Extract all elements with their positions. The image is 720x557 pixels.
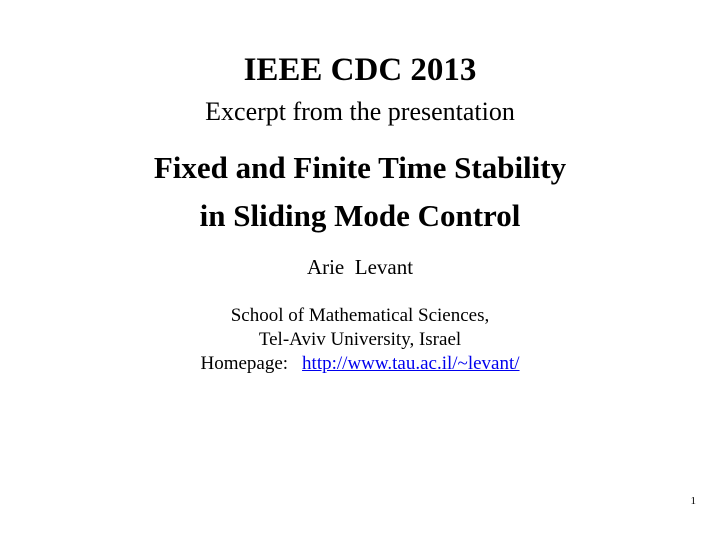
talk-title-line-2: in Sliding Mode Control	[199, 198, 521, 233]
homepage-line	[0, 352, 720, 376]
homepage-link[interactable]: http://www.tau.ac.il/~levant/	[302, 353, 520, 374]
conference-title: IEEE CDC 2013	[243, 52, 477, 88]
talk-title-line-1: Fixed and Finite Time Stability	[153, 150, 567, 185]
page-number: 1	[690, 495, 696, 507]
affiliation-line-1: School of Mathematical Sciences,	[230, 305, 490, 326]
affiliation-line-2: Tel-Aviv University, Israel	[258, 329, 462, 350]
excerpt-subtitle: Excerpt from the presentation	[205, 97, 515, 126]
author-name: Arie Levant	[306, 255, 414, 279]
homepage-label: Homepage:	[200, 353, 289, 374]
